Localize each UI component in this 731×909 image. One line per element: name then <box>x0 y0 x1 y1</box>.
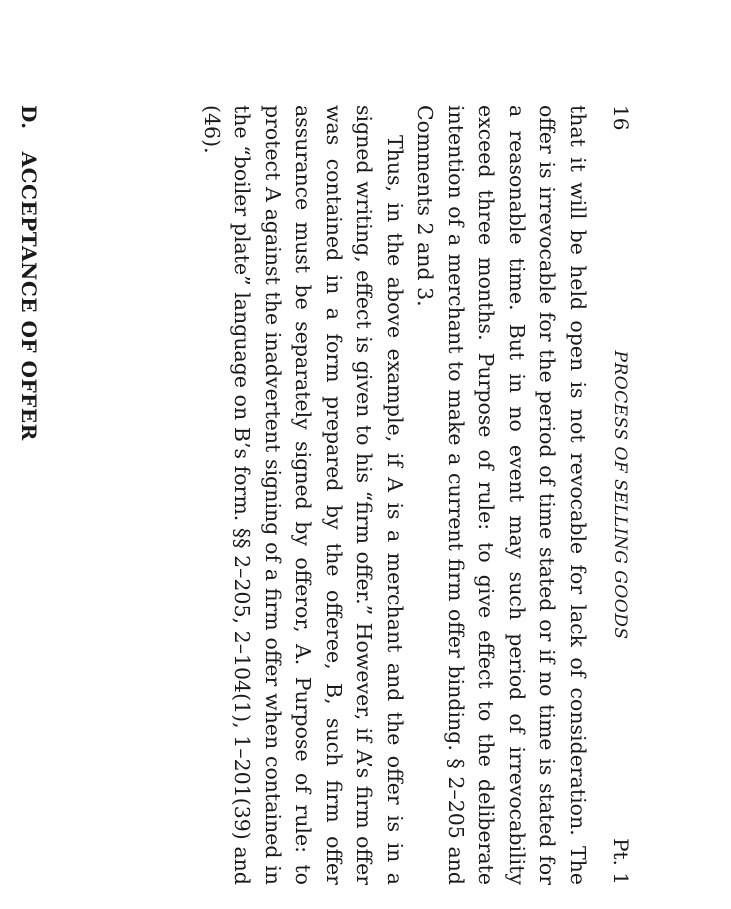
section-title: ACCEPTANCE OF OFFER <box>17 151 41 441</box>
paragraph-2: Thus, in the above example, if A is a merchant and the offer is in a signed writing, effect is given to his “firm offer.” However, if A’s firm offer was contained in a form prepared by the offeree, B, such firm offer assurance must be separately signed by offeror, A. Purpose of rule: to protect A against the inadvertent signing of a firm offer when contained in the “boiler plate” language on B’s form. §§ 2–205, 2–104(1), 1–201(39) and (46). <box>200 105 407 885</box>
part-reference: Pt. 1 <box>609 838 633 885</box>
section-heading <box>17 105 41 441</box>
paragraph-1: that it will be held open is not revocable for lack of consideration. The offer is irrevocable for the period of time stated or if no time is stated for a reasonable time. But in no event may such period of irrevocability exceed three months. Purpose of rule: to give effect to the deliberate intention of a merchant to make a current firm offer binding. § 2–205 and Comments 2 and 3. <box>413 105 590 885</box>
running-head <box>593 105 633 885</box>
section-letter: D. <box>17 105 41 130</box>
body-text <box>197 105 594 885</box>
running-title: PROCESS OF SELLING GOODS <box>610 350 630 640</box>
page-number: 16 <box>609 105 633 131</box>
